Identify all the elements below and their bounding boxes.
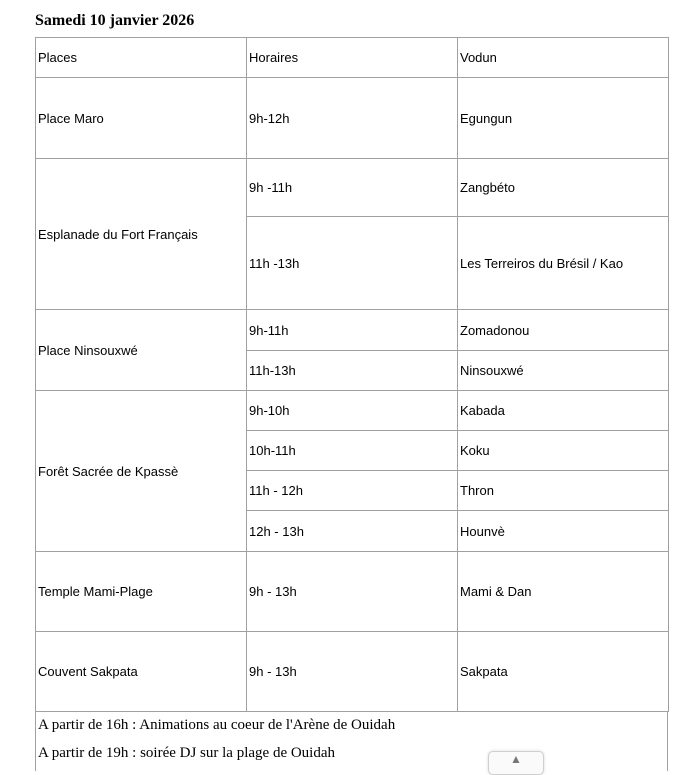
vodun-cell: Egungun: [458, 78, 669, 159]
vodun-cell: Zangbéto: [458, 159, 669, 217]
header-horaires: Horaires: [247, 38, 458, 78]
place-cell: Couvent Sakpata: [36, 632, 247, 712]
vodun-cell: Zomadonou: [458, 310, 669, 351]
time-cell: 9h -11h: [247, 159, 458, 217]
time-cell: 11h -13h: [247, 217, 458, 310]
vodun-cell: Mami & Dan: [458, 552, 669, 632]
chevron-up-icon: ▲: [510, 752, 522, 766]
vodun-cell: Hounvè: [458, 511, 669, 552]
vodun-cell: Thron: [458, 471, 669, 511]
time-cell: 11h-13h: [247, 351, 458, 391]
place-cell: Esplanade du Fort Français: [36, 159, 247, 310]
vodun-cell: Kabada: [458, 391, 669, 431]
time-cell: 9h-11h: [247, 310, 458, 351]
notes-section: [35, 711, 668, 771]
table-row: [36, 310, 669, 351]
schedule-table: [35, 37, 669, 712]
time-cell: 9h - 13h: [247, 552, 458, 632]
vodun-cell: Les Terreiros du Brésil / Kao: [458, 217, 669, 310]
table-row: [36, 78, 669, 159]
place-cell: Temple Mami-Plage: [36, 552, 247, 632]
table-row: [36, 632, 669, 712]
table-row: [36, 159, 669, 217]
place-cell: Place Ninsouxwé: [36, 310, 247, 391]
time-cell: 9h-12h: [247, 78, 458, 159]
time-cell: 12h - 13h: [247, 511, 458, 552]
place-cell: Place Maro: [36, 78, 247, 159]
time-cell: 9h-10h: [247, 391, 458, 431]
vodun-cell: Ninsouxwé: [458, 351, 669, 391]
header-places: Places: [36, 38, 247, 78]
place-cell: Forêt Sacrée de Kpassè: [36, 391, 247, 552]
time-cell: 11h - 12h: [247, 471, 458, 511]
table-row: [36, 552, 669, 632]
page-title: Samedi 10 janvier 2026: [35, 12, 195, 29]
scroll-to-top-button[interactable]: [488, 751, 544, 775]
header-vodun: Vodun: [458, 38, 669, 78]
vodun-cell: Koku: [458, 431, 669, 471]
table-header-row: [36, 38, 669, 78]
note-line: A partir de 19h : soirée DJ sur la plage de Ouidah: [38, 745, 336, 761]
note-line: A partir de 16h : Animations au coeur de l'Arène de Ouidah: [38, 717, 396, 733]
time-cell: 10h-11h: [247, 431, 458, 471]
table-row: [36, 391, 669, 431]
time-cell: 9h - 13h: [247, 632, 458, 712]
vodun-cell: Sakpata: [458, 632, 669, 712]
